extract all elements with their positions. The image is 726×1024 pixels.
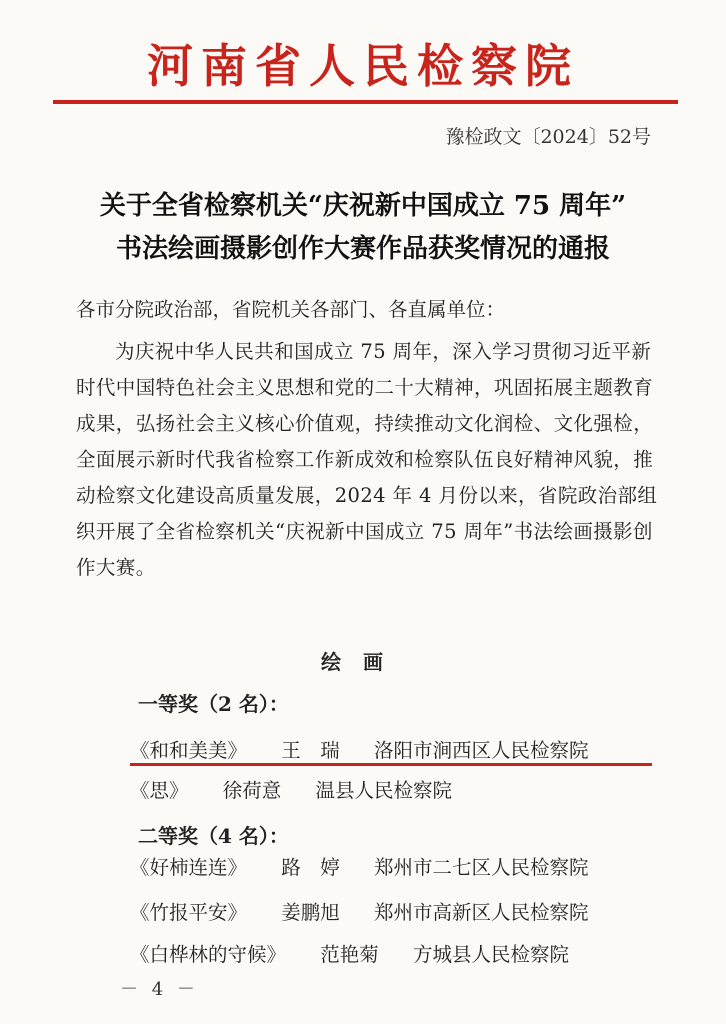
unit-name: 方城县人民检察院 (412, 943, 569, 966)
body-paragraph: 为庆祝中华人民共和国成立 75 周年，深入学习贯彻习近平新时代中国特色社会主义思想和党的二十大精神，巩固拓展主题教育成果，弘扬社会主义核心价值观，持续推动文化润检、文化强检，全面展示新时代我省检察工作新成效和检察队伍良好精神风貌，推动检察文化建设高质量发展，2024 年 4 月份以来，省院政治部组织开展了全省检察机关“庆祝新中国成立 75 周年”书法绘画摄影创作大赛。 (76, 340, 658, 579)
work-title: 《好柿连连》 (130, 856, 248, 879)
letterhead-org-name: 河南省人民检察院 (147, 39, 579, 93)
document-number: 豫检政文〔2024〕52号 (445, 126, 651, 148)
unit-name: 郑州市高新区人民检察院 (373, 901, 589, 924)
list-item (130, 735, 616, 763)
salutation: 各市分院政治部，省院机关各部门、各直属单位： (76, 298, 506, 321)
work-title: 《竹报平安》 (130, 901, 248, 924)
author-name: 姜鹏旭 (281, 901, 340, 924)
list-item (130, 939, 597, 967)
document-title-line-1: 关于全省检察机关“庆祝新中国成立 75 周年” (99, 191, 627, 221)
author-name: 路 婷 (281, 856, 340, 879)
work-title: 《白桦林的守候》 (130, 943, 287, 966)
first-prize-label: 一等奖（2 名）： (138, 692, 289, 716)
second-prize-label: 二等奖（4 名）： (138, 824, 289, 848)
page-number: － 4 － (120, 979, 199, 1000)
letterhead-red-rule (53, 100, 678, 104)
document-title-line-2: 书法绘画摄影创作大赛作品获奖情况的通报 (115, 234, 610, 264)
red-underline (130, 763, 652, 766)
unit-name: 洛阳市涧西区人民检察院 (373, 739, 589, 762)
author-name: 范艳菊 (320, 943, 379, 966)
author-name: 徐荷意 (222, 779, 282, 802)
work-title: 《和和美美》 (130, 739, 248, 762)
list-item (130, 897, 616, 925)
list-item (130, 852, 616, 880)
unit-name: 郑州市二七区人民检察院 (373, 856, 589, 879)
work-title: 《思》 (130, 779, 189, 802)
list-item (130, 775, 480, 803)
author-name: 王 瑞 (281, 739, 340, 762)
section-heading: 绘画 (321, 650, 405, 674)
unit-name: 温县人民检察院 (315, 779, 452, 802)
